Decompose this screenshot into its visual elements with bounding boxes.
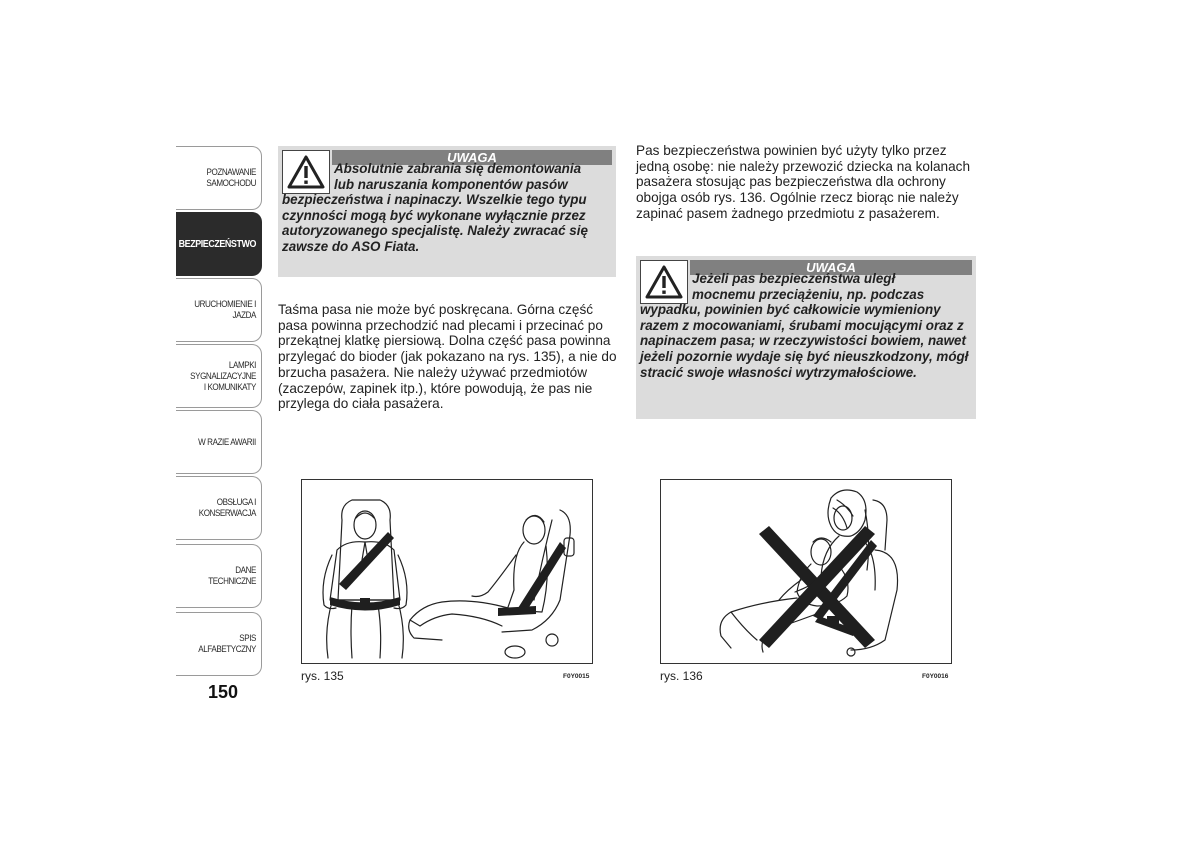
tab-label: SPIS ALFABETYCZNY <box>198 633 256 655</box>
tab-spis-alfabetyczny[interactable] <box>176 612 262 676</box>
warning-title: UWAGA <box>332 150 612 165</box>
tab-poznawanie-samochodu[interactable] <box>176 146 262 210</box>
body-paragraph: Pas bezpieczeństwa powinien być użyty tylko przez jedną osobę: nie należy przewozić dziecka na kolanach pasażera stosując pas bezpieczeństwa dla ochrony obojga osób rys. 136. Ogólnie rzecz biorąc nie należy zapinać pasem żadnego przedmiotu z pasażerem. <box>636 143 971 221</box>
tab-obsluga-i-konserwacja[interactable] <box>176 476 262 540</box>
tab-lampki-sygnalizacyjne[interactable] <box>176 344 262 408</box>
figure-code: F0Y0015 <box>563 673 590 680</box>
warning-box <box>278 146 616 277</box>
seatbelt-misuse-illustration <box>661 480 951 663</box>
body-paragraph: Taśma pasa nie może być poskręcana. Górna część pasa powinna przechodzić nad plecami i przecinać po przekątnej klatkę piersiową. Dolna część pasa powinna przylegać do bioder (jak pokazano na rys. 135), a nie do brzucha pasażera. Nie należy używać przedmiotów (zaczepów, zapinek itp.), które powodują, że pas nie przylega do ciała pasażera. <box>278 302 617 412</box>
warning-box <box>636 256 976 419</box>
warning-text <box>640 271 972 380</box>
tab-uruchomienie-i-jazda[interactable] <box>176 278 262 342</box>
figure-caption: rys. 135 <box>301 669 344 683</box>
warning-line: bezpieczeństwa i napinaczy. Wszelkie tego typu czynności mogą być wykonane wyłącznie przez autoryzowanego specjalistę. Należy zwracać się zawsze do ASO Fiata. <box>282 192 588 254</box>
figure-seatbelt-correct <box>301 479 593 664</box>
warning-line: lub naruszania komponentów pasów <box>334 176 568 192</box>
page-number: 150 <box>208 682 239 702</box>
figure-seatbelt-wrong <box>660 479 952 664</box>
tab-label: OBSŁUGA I KONSERWACJA <box>198 497 256 519</box>
tab-label: DANE TECHNICZNE <box>208 565 256 587</box>
tab-dane-techniczne[interactable] <box>176 544 262 608</box>
warning-line: wypadku, powinien być całkowicie wymieniony razem z mocowaniami, śrubami mocującymi oraz z napinaczem pasa; w rzeczywistości bowiem, nawet jeżeli pozornie wydaje się być nieuszkodzony, mógł stracić swoje własności wytrzymałościowe. <box>640 302 969 380</box>
warning-title: UWAGA <box>690 260 972 275</box>
tab-label: BEZPIECZEŃSTWO <box>178 237 256 250</box>
seatbelt-illustration <box>302 480 592 663</box>
tab-label: POZNAWANIE SAMOCHODU <box>206 167 256 189</box>
warning-line: Absolutnie zabrania się demontowania <box>334 161 582 176</box>
tab-label: LAMPKI SYGNALIZACYJNE I KOMUNIKATY <box>190 359 256 393</box>
warning-line: mocnemu przeciążeniu, np. podczas <box>692 286 925 302</box>
tab-label: URUCHOMIENIE I JAZDA <box>194 299 256 321</box>
figure-code: F0Y0016 <box>922 673 949 680</box>
warning-line: Jeżeli pas bezpieczeństwa uległ <box>692 271 896 286</box>
warning-text <box>282 161 610 255</box>
tab-label: W RAZIE AWARII <box>198 436 256 448</box>
figure-caption: rys. 136 <box>660 669 703 683</box>
tab-bezpieczenstwo[interactable] <box>176 212 262 276</box>
tab-w-razie-awarii[interactable] <box>176 410 262 474</box>
